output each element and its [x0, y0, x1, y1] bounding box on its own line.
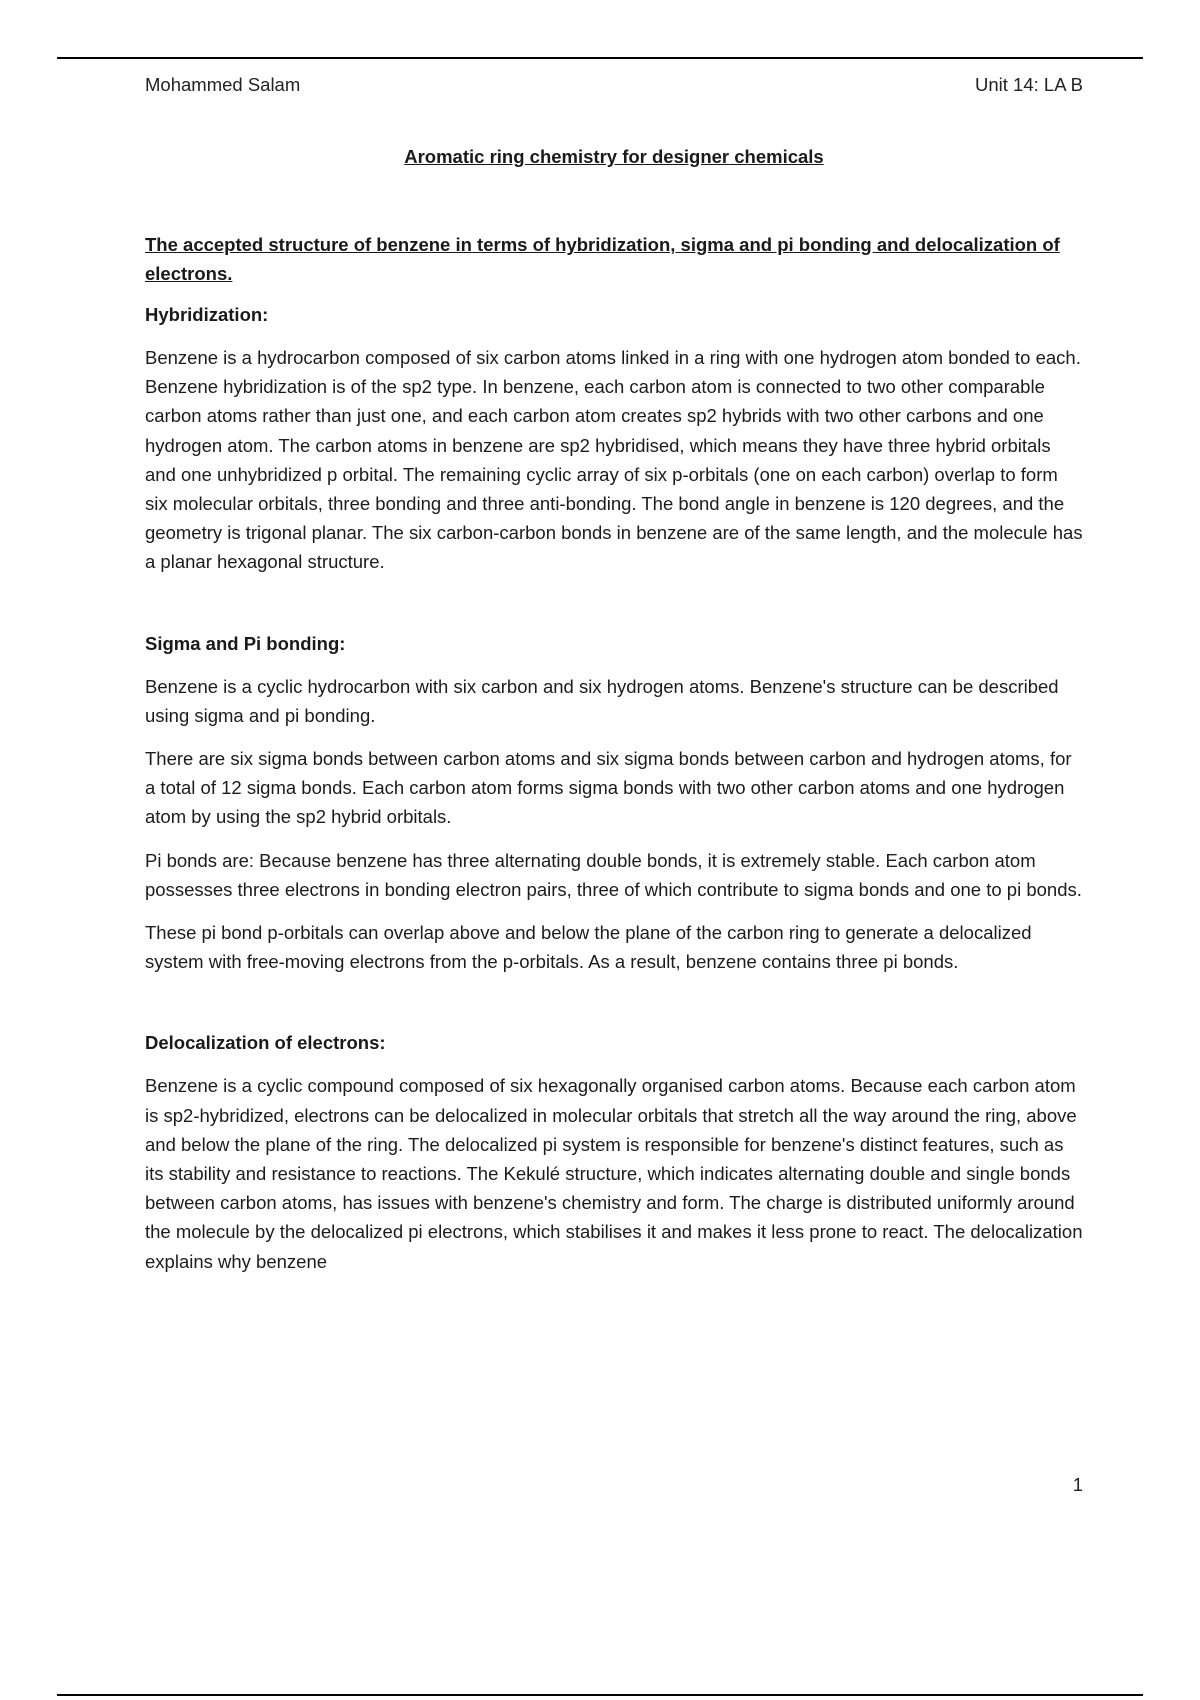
document-title-text: Aromatic ring chemistry for designer chemicals	[404, 146, 824, 167]
sigma-pi-paragraph-2: There are six sigma bonds between carbon atoms and six sigma bonds between carbon and hydrogen atoms, for a total of 12 sigma bonds. Each carbon atom forms sigma bonds with two other carbon atoms and one hydrogen atom by using the sp2 hybrid orbitals.	[145, 748, 1072, 828]
page-header	[145, 72, 1083, 98]
header-rule	[57, 57, 1143, 59]
sigma-pi-paragraph-3: Pi bonds are: Because benzene has three alternating double bonds, it is extremely stable. Each carbon atom possesses three electrons in bonding electron pairs, three of which contribute to sigma bonds and one to pi bonds.	[145, 849, 1082, 900]
document-page	[145, 72, 1083, 1276]
delocalization-heading: Delocalization of electrons:	[145, 1032, 386, 1054]
delocalization-paragraph-1: Benzene is a cyclic compound composed of six hexagonally organised carbon atoms. Because each carbon atom is sp2-hybridized, electrons can be delocalized in molecular orbitals that stretch all the way around the ring, above and below the plane of the ring. The delocalized pi system is responsible for benzene's distinct features, such as its stability and resistance to reactions. The Kekulé structure, which indicates alternating double and single bonds between carbon atoms, has issues with benzene's chemistry and form. The charge is distributed uniformly around the molecule by the delocalized pi electrons, which stabilises it and makes it less prone to react. The delocalization explains why benzene	[145, 1075, 1083, 1272]
sigma-pi-paragraph-4: These pi bond p-orbitals can overlap above and below the plane of the carbon ring to generate a delocalized system with free-moving electrons from the p-orbitals. As a result, benzene contains three pi bonds.	[145, 922, 1032, 973]
sigma-pi-paragraph-1: Benzene is a cyclic hydrocarbon with six carbon and six hydrogen atoms. Benzene's structure can be described using sigma and pi bonding.	[145, 675, 1059, 726]
hybridization-paragraph-1: Benzene is a hydrocarbon composed of six carbon atoms linked in a ring with one hydrogen atom bonded to each. Benzene hybridization is of the sp2 type. In benzene, each carbon atom is connected to two other comparable carbon atoms rather than just one, and each carbon atom creates sp2 hybrids with two other carbons and one hydrogen atom. The carbon atoms in benzene are sp2 hybridised, which means they have three hybrid orbitals and one unhybridized p orbital. The remaining cyclic array of six p-orbitals (one on each carbon) overlap to form six molecular orbitals, three bonding and three anti-bonding. The bond angle in benzene is 120 degrees, and the geometry is trigonal planar. The six carbon-carbon bonds in benzene are of the same length, and the molecule has a planar hexagonal structure.	[145, 347, 1083, 573]
hybridization-heading: Hybridization:	[145, 304, 269, 325]
section-heading: The accepted structure of benzene in terms of hybridization, sigma and pi bonding and delocalization of electrons.	[145, 234, 1060, 284]
footer-rule	[57, 1694, 1143, 1696]
author-name: Mohammed Salam	[145, 74, 301, 95]
page-number: 1	[1072, 1474, 1083, 1495]
document-title	[145, 144, 1083, 170]
sigma-pi-heading: Sigma and Pi bonding:	[145, 632, 346, 654]
unit-label: Unit 14: LA B	[975, 74, 1083, 95]
